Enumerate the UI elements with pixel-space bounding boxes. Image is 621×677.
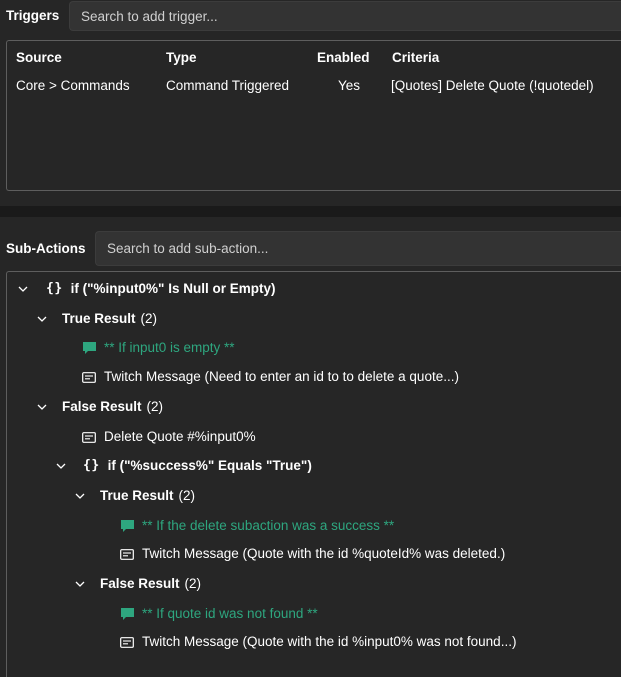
tree-node-false-result[interactable] [73, 570, 201, 598]
braces-icon: {} [46, 281, 63, 296]
comment-text: ** If quote id was not found ** [142, 606, 318, 621]
trigger-search-input[interactable] [69, 1, 621, 31]
result-count: (2) [184, 576, 202, 591]
result-count: (2) [140, 311, 158, 326]
chevron-down-icon[interactable] [35, 305, 49, 333]
tree-node-true-result[interactable] [35, 305, 157, 333]
trigger-enabled: Yes [338, 78, 361, 93]
comment-text: ** If the delete subaction was a success ** [142, 518, 395, 533]
result-label: True Result [100, 488, 174, 503]
message-icon [82, 372, 96, 383]
subactions-label: Sub-Actions [6, 241, 86, 256]
tree-node-comment[interactable] [120, 512, 394, 540]
chevron-down-icon[interactable] [35, 393, 49, 421]
column-header-source[interactable]: Source [16, 50, 62, 65]
tree-node-if-input0[interactable] [16, 275, 275, 303]
tree-node-true-result[interactable] [73, 482, 195, 510]
chevron-down-icon[interactable] [73, 482, 87, 510]
comment-text: ** If input0 is empty ** [104, 340, 235, 355]
comment-icon [82, 341, 97, 356]
tree-node-comment[interactable] [120, 600, 318, 628]
result-label: True Result [62, 311, 136, 326]
column-header-type[interactable]: Type [166, 50, 197, 65]
if-condition-label: if ("%input0%" Is Null or Empty) [70, 281, 276, 296]
trigger-source: Core > Commands [16, 78, 130, 93]
action-label: Twitch Message (Quote with the id %input0% was not found...) [142, 634, 517, 649]
action-label: Delete Quote #%input0% [104, 429, 256, 444]
trigger-type: Command Triggered [166, 78, 290, 93]
action-label: Twitch Message (Need to enter an id to to delete a quote...) [104, 369, 459, 384]
comment-icon [120, 607, 135, 622]
message-icon [120, 549, 134, 560]
comment-icon [120, 519, 135, 534]
tree-node-delete-quote[interactable] [82, 423, 256, 451]
subactions-tree [6, 271, 621, 677]
column-header-criteria[interactable]: Criteria [392, 50, 440, 65]
column-header-enabled[interactable]: Enabled [317, 50, 370, 65]
tree-node-twitch-message[interactable] [120, 628, 516, 656]
result-count: (2) [146, 399, 164, 414]
subaction-search-input[interactable] [95, 231, 621, 266]
triggers-table-header [7, 44, 621, 72]
chevron-down-icon[interactable] [73, 570, 87, 598]
if-condition-label: if ("%success%" Equals "True") [107, 458, 312, 473]
tree-node-false-result[interactable] [35, 393, 163, 421]
tree-node-comment[interactable] [82, 334, 235, 362]
tree-node-twitch-message[interactable] [82, 363, 459, 391]
action-label: Twitch Message (Quote with the id %quoteId% was deleted.) [142, 546, 506, 561]
message-icon [82, 432, 96, 443]
triggers-table [6, 40, 621, 191]
tree-node-if-success[interactable] [54, 452, 312, 480]
triggers-label: Triggers [6, 8, 60, 23]
chevron-down-icon[interactable] [54, 452, 68, 480]
result-label: False Result [62, 399, 142, 414]
chevron-down-icon[interactable] [16, 275, 30, 303]
panel-splitter[interactable] [0, 206, 621, 217]
result-label: False Result [100, 576, 180, 591]
result-count: (2) [178, 488, 196, 503]
tree-node-twitch-message[interactable] [120, 540, 505, 568]
trigger-criteria: [Quotes] Delete Quote (!quotedel) [391, 78, 594, 93]
braces-icon: {} [83, 458, 100, 473]
table-row[interactable] [7, 72, 621, 100]
message-icon [120, 637, 134, 648]
